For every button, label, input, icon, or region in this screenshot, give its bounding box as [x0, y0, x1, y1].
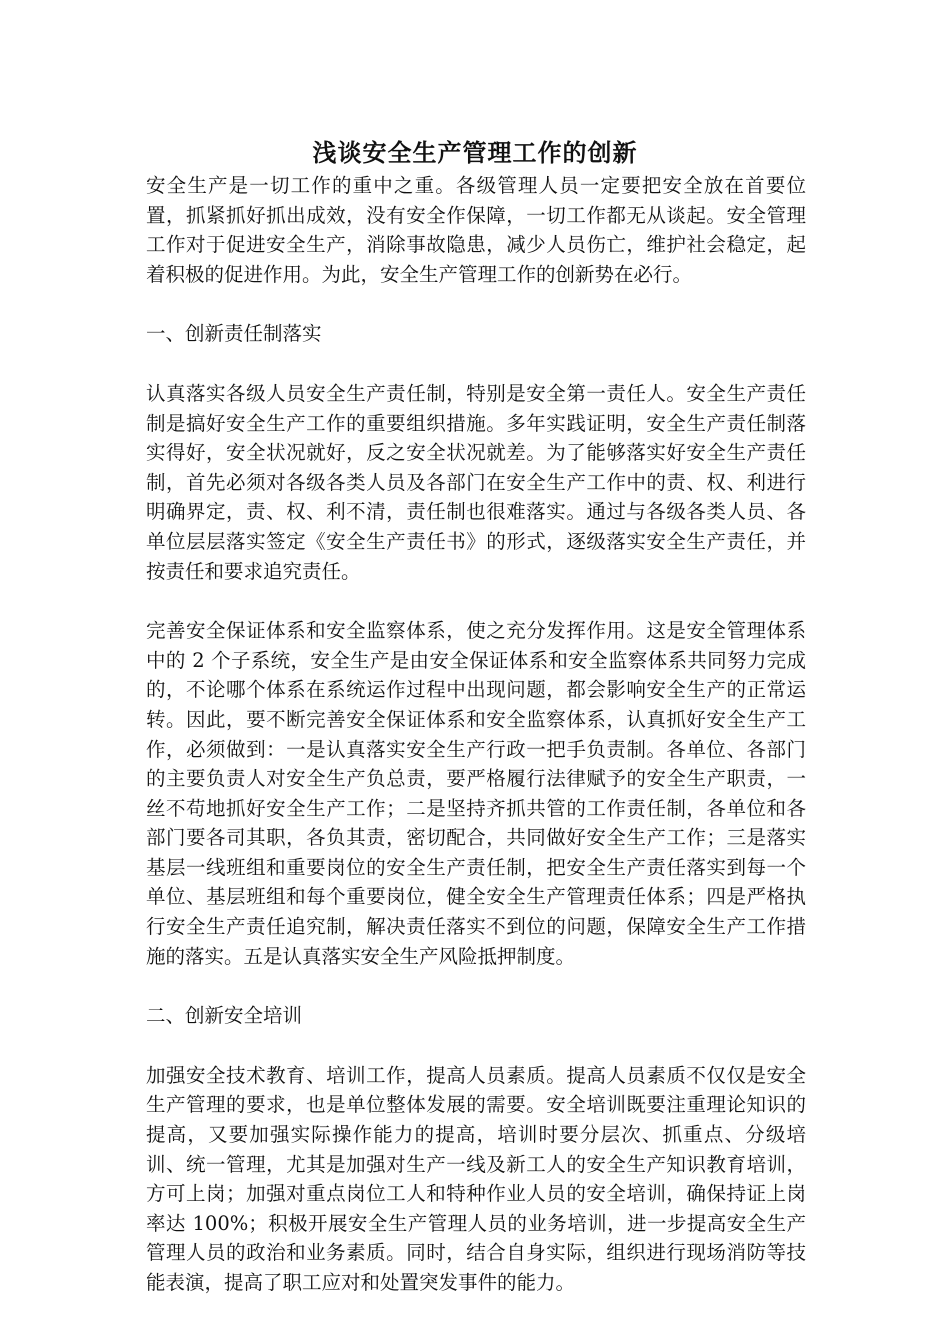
- body-paragraph: 认真落实各级人员安全生产责任制，特别是安全第一责任人。安全生产责任制是搞好安全生产工作的重要组织措施。多年实践证明，安全生产责任制落实得好，安全状况就好，反之安全状况就差。为了能够落实好安全生产责任制，首先必须对各级各类人员及各部门在安全生产工作中的责、权、利进行明确界定，责、权、利不清，责任制也很难落实。通过与各级各类人员、各单位层层落实签定《安全生产责任书》的形式，逐级落实安全生产责任，并按责任和要求追究责任。: [146, 381, 806, 583]
- section-heading-responsibility: 一、创新责任制落实: [146, 322, 322, 346]
- body-paragraph: 完善安全保证体系和安全监察体系，使之充分发挥作用。这是安全管理体系中的 2 个子系统，安全生产是由安全保证体系和安全监察体系共同努力完成的，不论哪个体系在系统运作过程中出现问题，都会影响安全生产的正常运转。因此，要不断完善安全保证体系和安全监察体系，认真抓好安全生产工作，必须做到：一是认真落实安全生产行政一把手负责制。各单位、各部门的主要负责人对安全生产负总责，要严格履行法律赋予的安全生产职责，一丝不苟地抓好安全生产工作；二是坚持齐抓共管的工作责任制，各单位和各部门要各司其职，各负其责，密切配合，共同做好安全生产工作；三是落实基层一线班组和重要岗位的安全生产责任制，把安全生产责任落实到每一个单位、基层班组和每个重要岗位，健全安全生产管理责任体系；四是严格执行安全生产责任追究制，解决责任落实不到位的问题，保障安全生产工作措施的落实。五是认真落实安全生产风险抵押制度。: [146, 619, 806, 968]
- intro-paragraph: 安全生产是一切工作的重中之重。各级管理人员一定要把安全放在首要位置，抓紧抓好抓出成效，没有安全作保障，一切工作都无从谈起。安全管理工作对于促进安全生产，消除事故隐患，减少人员伤亡，维护社会稳定，起着积极的促进作用。为此，安全生产管理工作的创新势在必行。: [146, 174, 806, 286]
- section-heading-training: 二、创新安全培训: [146, 1004, 303, 1028]
- body-paragraph: 加强安全技术教育、培训工作，提高人员素质。提高人员素质不仅仅是安全生产管理的要求，也是单位整体发展的需要。安全培训既要注重理论知识的提高，又要加强实际操作能力的提高，培训时要分层次、抓重点、分级培训、统一管理，尤其是加强对生产一线及新工人的安全生产知识教育培训，方可上岗；加强对重点岗位工人和特种作业人员的安全培训，确保持证上岗率达 100%；积极开展安全生产管理人员的业务培训，进一步提高安全生产管理人员的政治和业务素质。同时，结合自身实际，组织进行现场消防等技能表演，提高了职工应对和处置突发事件的能力。: [146, 1063, 806, 1294]
- document-body: [146, 171, 806, 1298]
- document-title: 浅谈安全生产管理工作的创新: [312, 138, 638, 167]
